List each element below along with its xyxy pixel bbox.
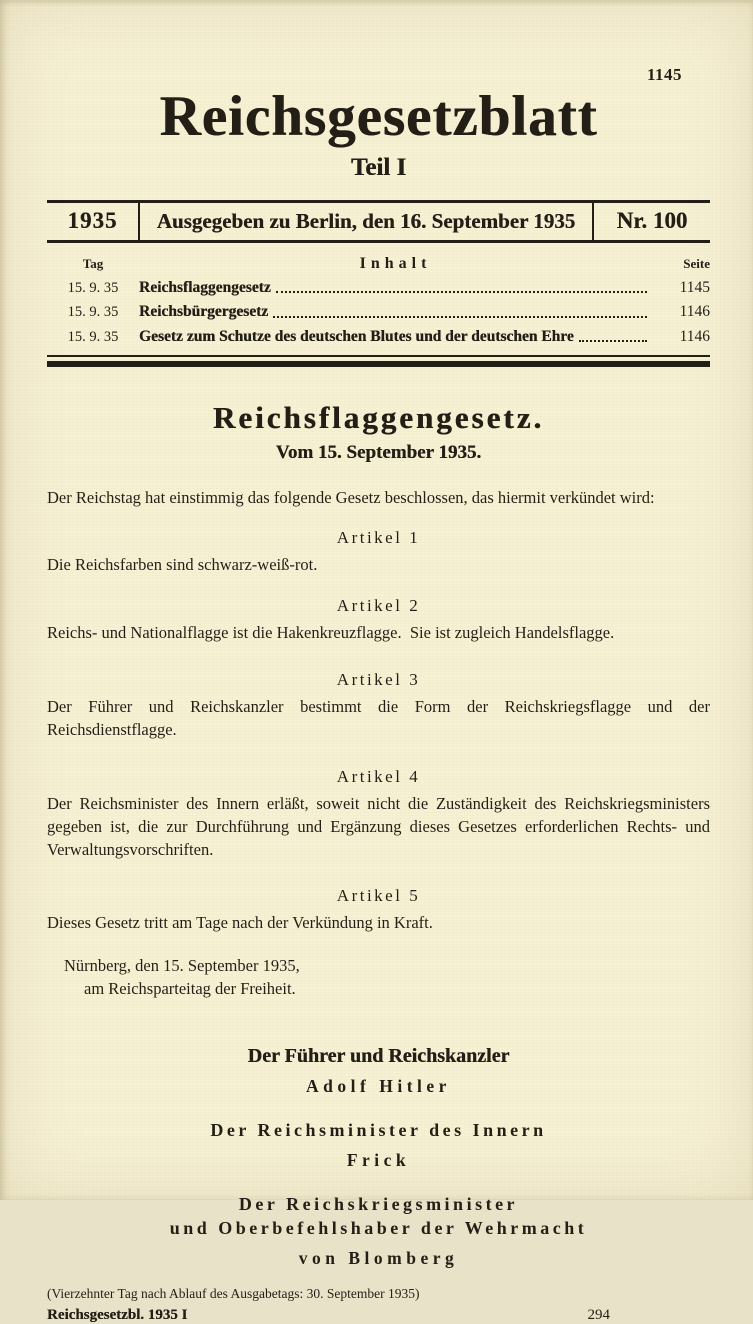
footer-imprint-row bbox=[47, 1307, 710, 1324]
signature-block bbox=[47, 1118, 710, 1171]
law-title: Reichsflaggengesetz. bbox=[212, 399, 545, 435]
article-heading: Artikel 4 bbox=[336, 767, 421, 787]
signatory-title: und Oberbefehlshaber der Wehrmacht bbox=[169, 1218, 588, 1239]
toc-header-content: Inhalt bbox=[359, 254, 432, 272]
article-text: Die Reichsfarben sind schwarz-weiß-rot. bbox=[47, 555, 318, 575]
toc-entry bbox=[47, 278, 710, 297]
toc-entry-title: Reichsflaggengesetz bbox=[139, 278, 271, 296]
signature-block bbox=[47, 1045, 710, 1097]
place-date-block bbox=[47, 954, 710, 1000]
signatory-title: Der Reichsminister des Innern bbox=[210, 1119, 547, 1140]
article-heading: Artikel 2 bbox=[336, 596, 421, 615]
article-heading: Artikel 3 bbox=[336, 669, 421, 689]
signature-section bbox=[47, 1045, 710, 1270]
signatory-title: Der Reichskriegsminister bbox=[238, 1193, 519, 1214]
law-date-line: Vom 15. September 1935. bbox=[275, 441, 482, 463]
masthead-title: Reichsgesetzblatt bbox=[159, 85, 598, 148]
article-text: Dieses Gesetz tritt am Tage nach der Verkündung in Kraft. bbox=[47, 912, 433, 932]
toc-entry-day: 15. 9. 35 bbox=[67, 279, 119, 296]
toc-dotted-leader bbox=[579, 340, 647, 342]
table-of-contents bbox=[47, 255, 710, 346]
article-heading: Artikel 1 bbox=[336, 528, 421, 548]
law-preamble: Der Reichstag hat einstimmig das folgende Gesetz beschlossen, das hiermit verkündet wird: bbox=[47, 487, 655, 507]
place-date-line: Nürnberg, den 15. September 1935, bbox=[64, 956, 300, 976]
toc-entry-page: 1146 bbox=[679, 327, 710, 345]
article-text: Der Führer und Reichskanzler bestimmt die Form der Reichskriegsflagge und der Reichsdienstflagge. bbox=[47, 696, 710, 739]
toc-header-day: Tag bbox=[82, 255, 104, 271]
article-heading: Artikel 5 bbox=[336, 885, 421, 905]
masthead-subtitle: Teil I bbox=[350, 153, 407, 181]
toc-entry-page: 1146 bbox=[679, 303, 710, 321]
signatory-name: Frick bbox=[346, 1149, 411, 1170]
article-text: Reichs- und Nationalflagge ist die Hakenkreuzflagge. Sie ist zugleich Handelsflagge. bbox=[47, 623, 615, 642]
toc-entry bbox=[47, 302, 710, 321]
toc-entry-page: 1145 bbox=[679, 278, 710, 296]
footer-deadline-note: (Vierzehnter Tag nach Ablauf des Ausgabetags: 30. September 1935) bbox=[47, 1286, 420, 1302]
toc-header-page: Seite bbox=[683, 255, 710, 271]
section-divider-rule bbox=[47, 355, 710, 367]
toc-entry-title: Reichsbürgergesetz bbox=[139, 303, 269, 321]
footer-sheet-number: 294 bbox=[587, 1306, 610, 1323]
toc-entry bbox=[47, 327, 710, 346]
issue-number: Nr. 100 bbox=[616, 208, 688, 234]
issue-year: 1935 bbox=[67, 208, 118, 234]
signatory-name: von Blomberg bbox=[298, 1248, 459, 1269]
page-number: 1145 bbox=[646, 65, 682, 84]
issue-place-date: Ausgegeben zu Berlin, den 16. September 1935 bbox=[156, 208, 576, 233]
issue-bar bbox=[47, 200, 710, 243]
place-date-line: am Reichsparteitag der Freiheit. bbox=[84, 979, 296, 999]
footer-volume-label: Reichsgesetzbl. 1935 I bbox=[47, 1306, 188, 1323]
toc-dotted-leader bbox=[276, 291, 647, 293]
signatory-name: Adolf Hitler bbox=[306, 1075, 451, 1096]
toc-entry-day: 15. 9. 35 bbox=[67, 328, 119, 345]
toc-dotted-leader bbox=[273, 316, 647, 318]
signature-block bbox=[47, 1192, 710, 1270]
toc-header-row bbox=[47, 255, 710, 273]
toc-entry-day: 15. 9. 35 bbox=[67, 304, 119, 321]
page-footer bbox=[47, 1286, 710, 1323]
signatory-title: Der Führer und Reichskanzler bbox=[247, 1044, 510, 1067]
toc-entry-title: Gesetz zum Schutze des deutschen Blutes und der deutschen Ehre bbox=[139, 327, 574, 345]
article-text: Der Reichsminister des Innern erläßt, soweit nicht die Zuständigkeit des Reichskriegsministers gegeben ist, die zur Durchführung und Ergänzung dieses Gesetzes erforderlichen Rechts- und Verwaltungsvorschriften. bbox=[47, 794, 710, 859]
